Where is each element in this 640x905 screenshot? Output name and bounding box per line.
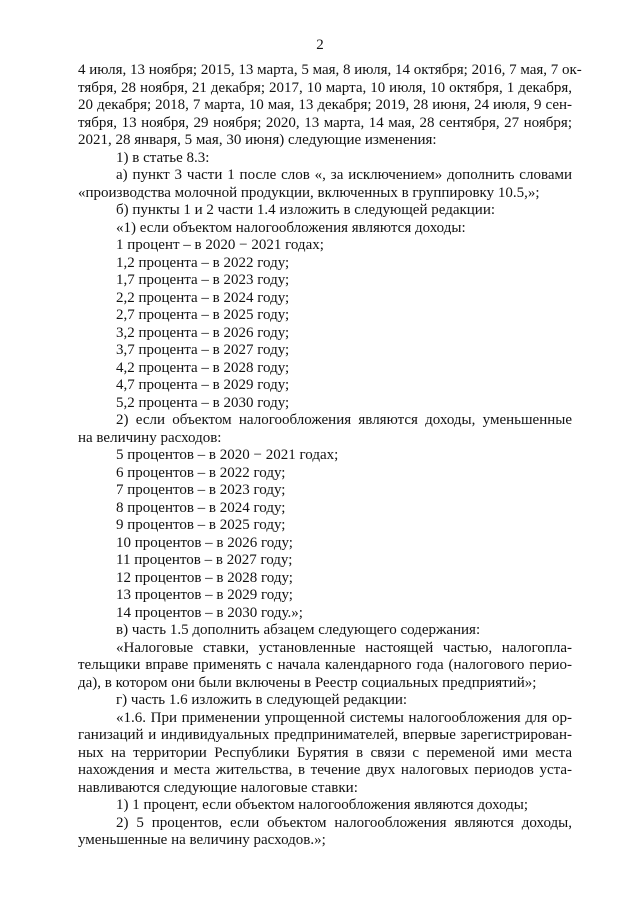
text-line: тября, 13 ноября, 29 ноября; 2020, 13 марта, 14 мая, 28 сентября, 27 ноября; [78, 114, 572, 131]
text-line: 2,7 процента – в 2025 году; [116, 307, 290, 323]
text-line: ных на территории Республики Бурятия в связи с переменой ими места [78, 744, 572, 761]
page-number: 2 [316, 37, 324, 53]
text-line: да), в котором они были включены в Реестр социальных предприятий»; [78, 674, 537, 691]
text-line: 6 процентов – в 2022 году; [116, 464, 286, 481]
text-line: 3,7 процента – в 2027 году; [116, 342, 290, 358]
text-line: нахождения и места жительства, в течение двух налоговых периодов уста- [78, 762, 572, 778]
text-line: навливаются следующие налоговые ставки: [78, 779, 358, 796]
text-line: б) пункты 1 и 2 части 1.4 изложить в следующей редакции: [116, 202, 496, 218]
text-line: 1) в статье 8.3: [116, 149, 210, 166]
text-line: 9 процентов – в 2025 году; [116, 517, 286, 533]
text-line: 4,2 процента – в 2028 году; [116, 359, 290, 376]
text-line: «1) если объектом налогообложения являются доходы: [116, 219, 466, 236]
text-line: 11 процентов – в 2027 году; [116, 552, 293, 568]
text-line: 5,2 процента – в 2030 году; [116, 394, 290, 411]
text-line: в) часть 1.5 дополнить абзацем следующего содержания: [116, 622, 481, 638]
text-line: 2021, 28 января, 5 мая, 30 июня) следующие изменения: [78, 132, 437, 148]
text-line: 8 процентов – в 2024 году; [116, 499, 286, 516]
text-line: 2) 5 процентов, если объектом налогообложения являются доходы, [116, 814, 572, 831]
text-line: 5 процентов – в 2020 − 2021 годах; [116, 447, 339, 463]
text-line: 13 процентов – в 2029 году; [116, 587, 293, 603]
text-line: «1.6. При применении упрощенной системы налогообложения для ор- [116, 709, 572, 726]
text-line: а) пункт 3 части 1 после слов «, за исключением» дополнить словами [116, 167, 572, 183]
text-line: тельщики вправе применять с начала календарного года (налогового перио- [78, 657, 572, 673]
text-line: «производства молочной продукции, включенных в группировку 10.5,»; [78, 184, 540, 201]
text-line: уменьшенные на величину расходов.»; [78, 832, 326, 848]
text-line: 1) 1 процент, если объектом налогообложения являются доходы; [116, 797, 529, 813]
text-line: 2) если объектом налогообложения являются доходы, уменьшенные [116, 412, 572, 428]
text-line: ганизаций и индивидуальных предпринимателей, впервые зарегистрирован- [78, 727, 572, 743]
text-line: 7 процентов – в 2023 году; [116, 482, 286, 498]
document-body [78, 62, 582, 850]
text-line: 3,2 процента – в 2026 году; [116, 324, 290, 341]
text-line: 10 процентов – в 2026 году; [116, 534, 293, 551]
text-line: 12 процентов – в 2028 году; [116, 569, 293, 586]
text-line: 4,7 процента – в 2029 году; [116, 377, 290, 393]
text-line: 1,2 процента – в 2022 году; [116, 254, 290, 271]
text-line: 1,7 процента – в 2023 году; [116, 272, 290, 288]
text-line: 4 июля, 13 ноября; 2015, 13 марта, 5 мая, 8 июля, 14 октября; 2016, 7 мая, 7 ок- [78, 62, 582, 78]
text-line: на величину расходов: [78, 429, 222, 446]
text-line: 14 процентов – в 2030 году.»; [116, 604, 303, 621]
text-line: 2,2 процента – в 2024 году; [116, 289, 290, 306]
text-line: «Налоговые ставки, установленные настоящей частью, налогопла- [116, 639, 572, 656]
text-line: 1 процент – в 2020 − 2021 годах; [116, 237, 324, 253]
text-line: тября, 28 ноября, 21 декабря; 2017, 10 марта, 10 июля, 10 октября, 1 декабря, [78, 79, 572, 96]
text-line: г) часть 1.6 изложить в следующей редакции: [116, 692, 408, 708]
text-line: 20 декабря; 2018, 7 марта, 10 мая, 13 декабря; 2019, 28 июня, 24 июля, 9 сен- [78, 97, 572, 113]
